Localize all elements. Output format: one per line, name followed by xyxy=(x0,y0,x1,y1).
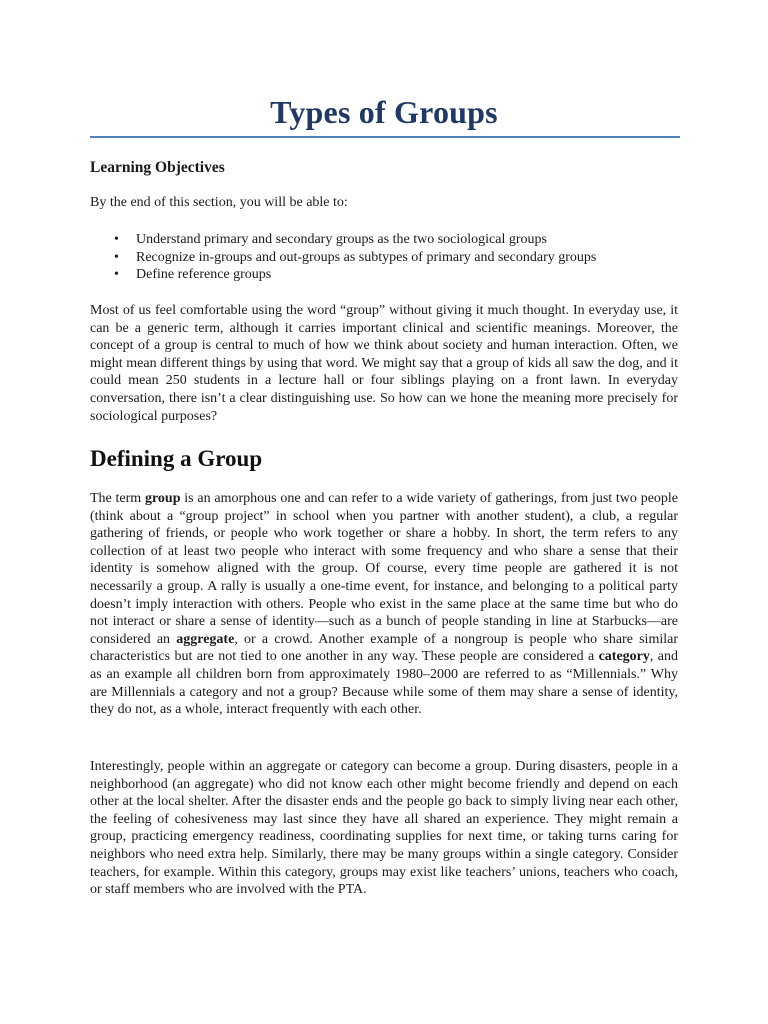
term-aggregate: aggregate xyxy=(176,631,235,647)
bullet-icon: • xyxy=(114,249,119,265)
page-title: Types of Groups xyxy=(270,94,498,130)
bullet-icon: • xyxy=(114,267,119,282)
list-item-text: Recognize in-groups and out-groups as subtypes of primary and secondary groups xyxy=(136,249,597,265)
list-item xyxy=(90,266,596,284)
list-item xyxy=(90,231,596,249)
intro-paragraph: Most of us feel comfortable using the word “group” without giving it much thought. In everyday use, it can be a generic term, although it carries important clinical and scientific meanings. Moreover, the concept of a group is central to much of how we think about society and human interaction. Often, we might mean different things by using that word. We might say that a group of kids all saw the dog, and it could mean 250 students in a lecture hall or four siblings playing on a front lawn. In everyday conversation, there isn’t a clear distinguishing use. So how can we hone the meaning more precisely for sociological purposes? xyxy=(90,303,678,424)
document-page xyxy=(90,0,678,1024)
learning-objectives-list xyxy=(90,231,596,284)
term-category: category xyxy=(598,649,650,665)
list-item-text: Define reference groups xyxy=(136,267,272,282)
section-heading-defining-a-group: Defining a Group xyxy=(90,446,263,471)
learning-objectives-intro: By the end of this section, you will be able to: xyxy=(90,195,348,210)
aggregate-to-group-paragraph: Interestingly, people within an aggregate or category can become a group. During disasters, people in a neighborhood (an aggregate) who did not know each other might become friendly and depend on each other at the local shelter. After the disaster ends and the people go back to simply living near each other, the feeling of cohesiveness may last since they have all shared an experience. They might remain a group, practicing emergency readiness, coordinating supplies for next time, or taking turns caring for neighbors who need extra help. Similarly, there may be many groups within a single category. Consider teachers, for example. Within this category, groups may exist like teachers’ unions, teachers who coach, or staff members who are involved with the PTA. xyxy=(90,759,678,898)
list-item-text: Understand primary and secondary groups as the two sociological groups xyxy=(136,232,547,247)
list-item xyxy=(90,249,596,267)
definition-paragraph xyxy=(90,490,678,719)
bullet-icon: • xyxy=(114,232,119,247)
paragraph-text: The term xyxy=(90,491,145,506)
paragraph-text: , or a crowd. Another example of a nongroup is people who share similar characteristics but are not tied to one another in any way. These people are considered a xyxy=(90,631,678,665)
paragraph-text: is an amorphous one and can refer to a wide variety of gatherings, from just two people (think about a “group project” in school when you partner with another student), a club, a regular gathering of friends, or people who work together or share a hobby. In short, the term refers to any collection of at least two people who interact with some frequency and who share a sense that their identity is somehow aligned with the group. Of course, every time people are gathered it is not necessarily a group. A rally is usually a one-time event, for instance, and belonging to a political party doesn’t imply interaction with others. People who exist in the same place at the same time but who do not interact or share a sense of identity—such as a bunch of people standing in line at Starbucks—are considered an xyxy=(90,491,679,647)
term-group: group xyxy=(144,491,181,506)
paragraph-text: , and as an example all children born from approximately 1980–2000 are referred to as “Millennials.” Why are Millennials a category and not a group? Because while some of them may share a sense of identity, they do not, as a whole, interact frequently with each other. xyxy=(90,649,679,718)
title-underline-rule xyxy=(90,136,680,138)
learning-objectives-heading: Learning Objectives xyxy=(90,159,225,176)
